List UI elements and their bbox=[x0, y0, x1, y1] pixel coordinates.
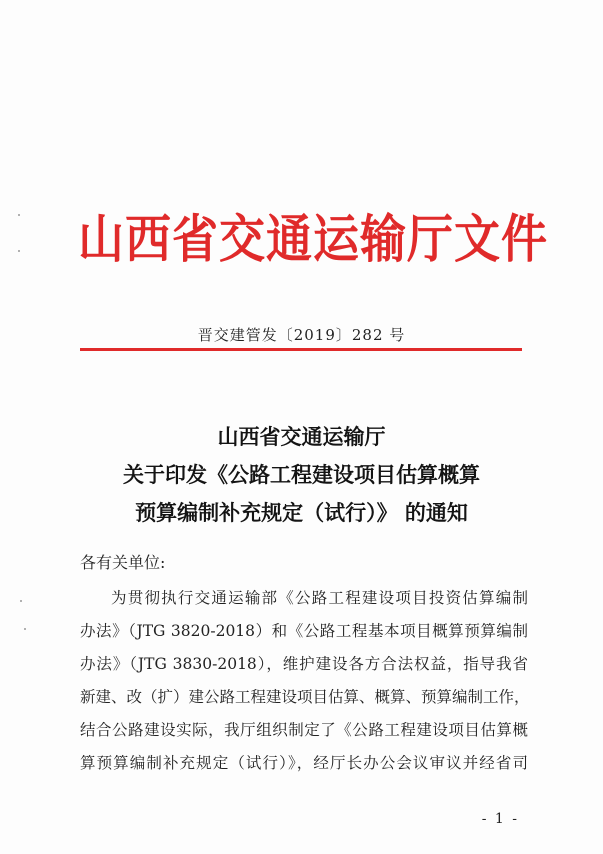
document-number: 晋交建管发〔2019〕282 号 bbox=[197, 326, 406, 344]
scan-artifact bbox=[20, 600, 22, 602]
page-number: - 1 - bbox=[481, 811, 519, 827]
red-masthead: 山西省交通运输厅文件 bbox=[78, 208, 548, 270]
scan-artifact bbox=[18, 214, 20, 216]
body-line: 算预算编制补充规定（试行）》，经厅长办公会议审议并经省司 bbox=[80, 754, 528, 772]
title-line-issuer: 山西省交通运输厅 bbox=[217, 425, 386, 449]
document-title bbox=[0, 418, 603, 532]
body-line: 结合公路建设实际，我厅组织制定了《公路工程建设项目估算概 bbox=[80, 721, 528, 739]
scan-artifact bbox=[24, 628, 26, 630]
title-line-subject: 关于印发《公路工程建设项目估算概算 bbox=[123, 463, 480, 487]
body-line: 为贯彻执行交通运输部《公路工程建设项目投资估算编制 bbox=[111, 589, 528, 607]
body-line: 办法》（JTG 3820-2018）和《公路工程基本项目概算预算编制 bbox=[80, 622, 528, 640]
scan-artifact bbox=[18, 250, 20, 252]
body-line: 办法》（JTG 3830-2018），维护建设各方合法权益，指导我省 bbox=[80, 655, 528, 673]
salutation: 各有关单位: bbox=[80, 553, 166, 572]
title-line-subject-cont: 预算编制补充规定（试行）》 的通知 bbox=[135, 501, 468, 525]
body-paragraph bbox=[80, 582, 528, 780]
body-line: 新建、改（扩）建公路工程建设项目估算、概算、预算编制工作， bbox=[80, 688, 530, 706]
red-divider-rule bbox=[80, 348, 522, 351]
